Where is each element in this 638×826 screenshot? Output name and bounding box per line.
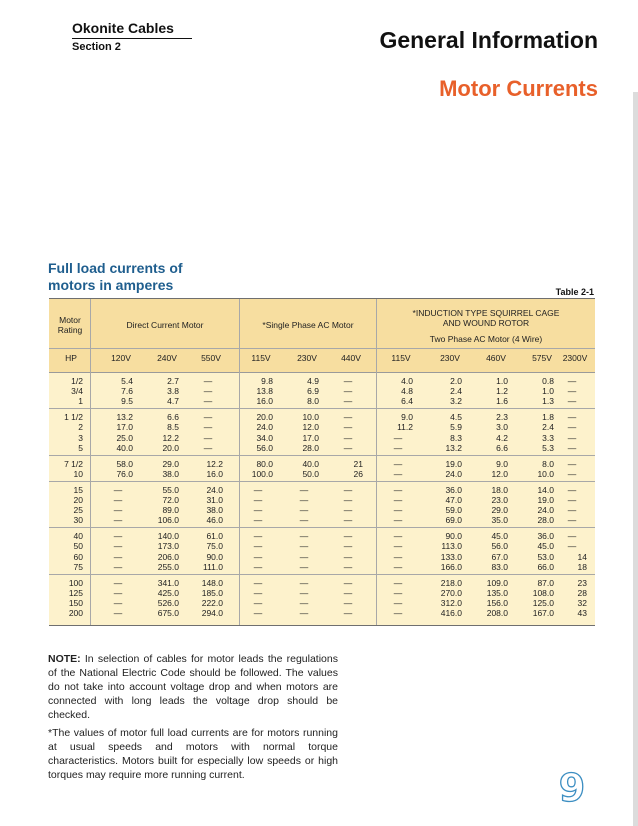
table-cell: — xyxy=(299,495,309,505)
table-cell: — xyxy=(299,561,309,572)
table-cell: 50.0 xyxy=(302,468,319,479)
group-divider xyxy=(49,455,595,456)
group-divider xyxy=(49,527,595,528)
table-cell: 28 xyxy=(577,587,587,598)
table-cell: 3.8 xyxy=(167,386,179,397)
table-cell: 43 xyxy=(577,608,587,618)
table-cell: — xyxy=(393,531,403,542)
table-cell: 89.0 xyxy=(162,505,179,516)
table-cell: — xyxy=(253,597,263,608)
table-cell: 56.0 xyxy=(256,442,273,453)
table-cell: — xyxy=(113,505,123,516)
table-cell: 1.0 xyxy=(496,376,508,386)
table-cell: 30 xyxy=(73,515,83,526)
table-cell: 675.0 xyxy=(157,608,179,618)
company-underline xyxy=(72,38,192,39)
table-cell: 87.0 xyxy=(537,577,554,588)
table-cell: — xyxy=(567,468,577,479)
table-cell: 3.0 xyxy=(496,422,508,433)
table-cell: 3.3 xyxy=(542,432,554,443)
table-cell: 185.0 xyxy=(201,587,223,598)
table-cell: 35.0 xyxy=(491,515,508,526)
table-cell: — xyxy=(253,505,263,516)
table-cell: 341.0 xyxy=(157,577,179,588)
table-cell: 416.0 xyxy=(440,608,462,618)
table-cell: — xyxy=(299,484,309,495)
table-cell: 46.0 xyxy=(206,515,223,526)
table-cell: — xyxy=(113,561,123,572)
table-cell: 50 xyxy=(73,541,83,552)
table-cell: 12.2 xyxy=(206,458,223,469)
table-cell: — xyxy=(343,442,353,453)
table-cell: — xyxy=(299,515,309,526)
table-cell: 72.0 xyxy=(162,495,179,505)
table-cell: 28.0 xyxy=(302,442,319,453)
table-cell: 208.0 xyxy=(486,608,508,618)
table-cell: 3/4 xyxy=(71,386,83,397)
table-cell: 2.7 xyxy=(167,376,179,386)
table-cell: — xyxy=(567,458,577,469)
table-cell: 7.6 xyxy=(121,386,133,397)
column-header: 230V xyxy=(440,353,460,363)
table-cell: — xyxy=(343,505,353,516)
table-cell: — xyxy=(343,577,353,588)
table-cell: — xyxy=(253,515,263,526)
table-cell: 1/2 xyxy=(71,376,83,386)
table-cell: — xyxy=(203,432,213,443)
table-cell: — xyxy=(567,386,577,397)
table-cell: 111.0 xyxy=(202,561,223,572)
table-cell: 8.0 xyxy=(307,396,319,407)
table-cell: 14.0 xyxy=(537,484,554,495)
note-block xyxy=(48,652,338,786)
table-cell: — xyxy=(253,608,263,618)
table-cell: 45.0 xyxy=(491,531,508,542)
table-cell: 100 xyxy=(68,577,83,588)
table-cell: 17.0 xyxy=(116,422,133,433)
table-cell: 24.0 xyxy=(537,505,554,516)
table-cell: — xyxy=(253,484,263,495)
table-cell: 270.0 xyxy=(440,587,462,598)
header-row-divider xyxy=(49,348,595,349)
table-cell: 2 xyxy=(78,422,83,433)
section-label: Section 2 xyxy=(72,41,121,53)
table-cell: — xyxy=(203,422,213,433)
column-header: 440V xyxy=(341,353,361,363)
table-cell: — xyxy=(343,432,353,443)
table-cell: — xyxy=(299,577,309,588)
table-cell: 19.0 xyxy=(445,458,462,469)
table-cell: 2.3 xyxy=(496,412,508,423)
table-cell: — xyxy=(203,386,213,397)
table-cell: — xyxy=(567,376,577,386)
table-cell: 526.0 xyxy=(157,597,179,608)
table-cell: — xyxy=(253,577,263,588)
page-subtitle: Motor Currents xyxy=(439,76,598,101)
table-cell: — xyxy=(393,458,403,469)
table-cell: 60 xyxy=(73,551,83,562)
table-cell: 5 xyxy=(78,442,83,453)
table-cell: 8.5 xyxy=(167,422,179,433)
table-cell: — xyxy=(113,608,123,618)
header-motor-rating: Motor Rating xyxy=(57,315,83,335)
table-cell: — xyxy=(343,386,353,397)
table-cell: 34.0 xyxy=(256,432,273,443)
table-cell: 1.6 xyxy=(496,396,508,407)
table-cell: 40.0 xyxy=(116,442,133,453)
table-cell: 200 xyxy=(68,608,83,618)
table-cell: 206.0 xyxy=(157,551,179,562)
footnote-paragraph: *The values of motor full load currents are for motors running at usual speeds and motors with normal torque characteristics. Motors built for especially low speeds or high torques may require more running current. xyxy=(48,727,338,781)
table-cell: 9.0 xyxy=(496,458,508,469)
table-cell: — xyxy=(299,587,309,598)
table-cell: — xyxy=(393,484,403,495)
table-cell: — xyxy=(299,531,309,542)
table-cell: — xyxy=(393,577,403,588)
table-cell: — xyxy=(253,531,263,542)
table-cell: 83.0 xyxy=(491,561,508,572)
table-cell: 36.0 xyxy=(537,531,554,542)
table-cell: — xyxy=(567,531,577,542)
table-cell: 12.2 xyxy=(162,432,179,443)
table-cell: 148.0 xyxy=(201,577,223,588)
table-cell: 166.0 xyxy=(440,561,462,572)
table-cell: 69.0 xyxy=(445,515,462,526)
table-cell: 13.2 xyxy=(116,412,133,423)
table-cell: — xyxy=(299,541,309,552)
table-cell: 4.7 xyxy=(167,396,179,407)
table-cell: 2.4 xyxy=(542,422,554,433)
table-cell: — xyxy=(393,495,403,505)
table-cell: — xyxy=(343,484,353,495)
table-cell: 23.0 xyxy=(491,495,508,505)
table-cell: — xyxy=(113,515,123,526)
table-cell: 3.2 xyxy=(450,396,462,407)
table-cell: 31.0 xyxy=(206,495,223,505)
table-cell: — xyxy=(253,541,263,552)
table-cell: 80.0 xyxy=(256,458,273,469)
table-cell: 24.0 xyxy=(256,422,273,433)
table-cell: 58.0 xyxy=(116,458,133,469)
table-cell: 9.0 xyxy=(401,412,413,423)
table-cell: 59.0 xyxy=(445,505,462,516)
table-cell: — xyxy=(343,587,353,598)
table-cell: 38.0 xyxy=(206,505,223,516)
table-cell: 66.0 xyxy=(537,561,554,572)
column-header: 2300V xyxy=(562,353,588,363)
table-cell: — xyxy=(343,531,353,542)
table-cell: 25.0 xyxy=(116,432,133,443)
table-cell: 125.0 xyxy=(532,597,554,608)
table-cell: — xyxy=(567,422,577,433)
column-header: 120V xyxy=(111,353,131,363)
column-header: 240V xyxy=(157,353,177,363)
table-cell: 8.0 xyxy=(542,458,554,469)
table-cell: 312.0 xyxy=(440,597,462,608)
table-cell: — xyxy=(253,587,263,598)
table-cell: — xyxy=(567,484,577,495)
table-cell: — xyxy=(567,495,577,505)
table-cell: 40.0 xyxy=(302,458,319,469)
table-cell: — xyxy=(343,422,353,433)
table-cell: — xyxy=(253,561,263,572)
table-cell: — xyxy=(113,495,123,505)
table-cell: — xyxy=(343,515,353,526)
table-cell: 76.0 xyxy=(116,468,133,479)
table-cell: 17.0 xyxy=(302,432,319,443)
table-cell: — xyxy=(253,495,263,505)
table-cell: 29.0 xyxy=(491,505,508,516)
table-cell: 67.0 xyxy=(491,551,508,562)
table-cell: 16.0 xyxy=(256,396,273,407)
table-cell: — xyxy=(113,587,123,598)
table-cell: 106.0 xyxy=(157,515,179,526)
table-cell: — xyxy=(343,597,353,608)
table-cell: — xyxy=(203,376,213,386)
table-cell: 20 xyxy=(73,495,83,505)
column-header: 230V xyxy=(297,353,317,363)
table-cell: 16.0 xyxy=(206,468,223,479)
table-cell: 425.0 xyxy=(157,587,179,598)
table-cell: 173.0 xyxy=(157,541,179,552)
page-edge-bar xyxy=(633,92,638,826)
table-cell: — xyxy=(567,442,577,453)
table-cell: 10.0 xyxy=(537,468,554,479)
table-cell: — xyxy=(343,541,353,552)
table-cell: 75.0 xyxy=(206,541,223,552)
table-cell: 18 xyxy=(577,561,587,572)
column-header: HP xyxy=(65,353,77,363)
table-cell: — xyxy=(299,505,309,516)
table-cell: — xyxy=(113,597,123,608)
table-cell: 167.0 xyxy=(532,608,554,618)
table-cell: — xyxy=(343,561,353,572)
table-cell: 1.0 xyxy=(542,386,554,397)
table-cell: — xyxy=(567,505,577,516)
table-cell: — xyxy=(567,396,577,407)
table-cell: 24.0 xyxy=(445,468,462,479)
table-cell: 218.0 xyxy=(440,577,462,588)
table-cell: 18.0 xyxy=(491,484,508,495)
table-cell: 2.0 xyxy=(450,376,462,386)
table-cell: 12.0 xyxy=(491,468,508,479)
table-cell: 75 xyxy=(73,561,83,572)
header-induction-type: *INDUCTION TYPE SQUIRREL CAGE AND WOUND ROTOR xyxy=(412,308,560,328)
table-cell: 13.2 xyxy=(445,442,462,453)
table-cell: 135.0 xyxy=(486,587,508,598)
table-cell: 4.0 xyxy=(401,376,413,386)
table-cell: 9.5 xyxy=(121,396,133,407)
table-cell: 32 xyxy=(577,597,587,608)
table-cell: 28.0 xyxy=(537,515,554,526)
motor-currents-table xyxy=(49,298,595,626)
table-cell: 6.4 xyxy=(401,396,413,407)
column-header: 575V xyxy=(532,353,552,363)
table-cell: 133.0 xyxy=(440,551,462,562)
table-cell: 1.2 xyxy=(496,386,508,397)
table-cell: — xyxy=(393,551,403,562)
table-cell: 61.0 xyxy=(206,531,223,542)
table-cell: 45.0 xyxy=(537,541,554,552)
note-label: NOTE: xyxy=(48,653,81,665)
table-title-line2: motors in amperes xyxy=(48,277,174,293)
table-cell: 20.0 xyxy=(162,442,179,453)
table-cell: — xyxy=(567,515,577,526)
table-cell: 6.6 xyxy=(167,412,179,423)
table-cell: 3 xyxy=(78,432,83,443)
table-cell: — xyxy=(113,531,123,542)
table-cell: 108.0 xyxy=(532,587,554,598)
note-paragraph xyxy=(48,652,338,722)
table-cell: 11.2 xyxy=(397,422,413,433)
table-cell: 90.0 xyxy=(206,551,223,562)
table-cell: 109.0 xyxy=(486,577,508,588)
table-cell: — xyxy=(393,468,403,479)
page-number: 9 xyxy=(558,766,586,810)
table-cell: — xyxy=(343,412,353,423)
table-cell: 14 xyxy=(577,551,587,562)
table-cell: — xyxy=(203,442,213,453)
table-cell: — xyxy=(113,577,123,588)
company-name: Okonite Cables xyxy=(72,20,174,36)
table-cell: 29.0 xyxy=(162,458,179,469)
group-divider xyxy=(49,574,595,575)
table-cell: — xyxy=(567,412,577,423)
table-cell: 19.0 xyxy=(537,495,554,505)
table-cell: — xyxy=(203,396,213,407)
table-cell: — xyxy=(343,396,353,407)
table-cell: 24.0 xyxy=(206,484,223,495)
table-cell: — xyxy=(343,608,353,618)
table-cell: — xyxy=(299,597,309,608)
table-cell: — xyxy=(393,432,403,443)
table-cell: — xyxy=(253,551,263,562)
table-cell: 6.6 xyxy=(496,442,508,453)
table-cell: 20.0 xyxy=(256,412,273,423)
table-cell: 26 xyxy=(353,468,363,479)
table-cell: 25 xyxy=(73,505,83,516)
table-number: Table 2-1 xyxy=(555,287,594,297)
table-cell: 222.0 xyxy=(201,597,223,608)
column-header: 115V xyxy=(391,353,411,363)
column-header: 550V xyxy=(201,353,221,363)
table-cell: 2.4 xyxy=(450,386,462,397)
table-cell: — xyxy=(343,376,353,386)
table-cell: 53.0 xyxy=(537,551,554,562)
table-cell: 38.0 xyxy=(162,468,179,479)
table-cell: 4.5 xyxy=(450,412,462,423)
table-title xyxy=(48,260,183,294)
table-cell: 21 xyxy=(353,458,363,469)
table-cell: — xyxy=(203,412,213,423)
table-cell: — xyxy=(393,608,403,618)
table-cell: 10.0 xyxy=(302,412,319,423)
table-cell: 6.9 xyxy=(307,386,319,397)
table-cell: — xyxy=(393,442,403,453)
table-cell: 9.8 xyxy=(261,376,273,386)
table-cell: — xyxy=(113,484,123,495)
header-single-phase: *Single Phase AC Motor xyxy=(262,320,354,330)
table-cell: 40 xyxy=(73,531,83,542)
table-cell: 113.0 xyxy=(441,541,462,552)
table-cell: 156.0 xyxy=(486,597,508,608)
table-cell: — xyxy=(393,561,403,572)
table-title-line1: Full load currents of xyxy=(48,260,183,276)
table-cell: — xyxy=(343,551,353,562)
header-two-phase: Two Phase AC Motor (4 Wire) xyxy=(429,334,543,344)
group-divider xyxy=(49,481,595,482)
column-header: 460V xyxy=(486,353,506,363)
table-cell: — xyxy=(393,515,403,526)
table-cell: 4.9 xyxy=(307,376,319,386)
table-cell: 294.0 xyxy=(201,608,223,618)
table-cell: 56.0 xyxy=(491,541,508,552)
table-cell: 4.8 xyxy=(401,386,413,397)
table-cell: 1 xyxy=(78,396,83,407)
table-cell: 8.3 xyxy=(450,432,462,443)
table-cell: — xyxy=(343,495,353,505)
table-cell: — xyxy=(299,608,309,618)
table-cell: 1 1/2 xyxy=(64,412,83,423)
table-cell: 15 xyxy=(73,484,83,495)
table-cell: 23 xyxy=(577,577,587,588)
table-cell: 12.0 xyxy=(302,422,319,433)
table-cell: 100.0 xyxy=(251,468,273,479)
table-cell: — xyxy=(393,597,403,608)
table-cell: — xyxy=(567,541,577,552)
table-cell: 140.0 xyxy=(157,531,179,542)
table-cell: 36.0 xyxy=(445,484,462,495)
table-cell: 125 xyxy=(68,587,83,598)
table-cell: 55.0 xyxy=(162,484,179,495)
table-cell: — xyxy=(393,505,403,516)
table-cell: 90.0 xyxy=(445,531,462,542)
table-cell: — xyxy=(567,432,577,443)
note-text: In selection of cables for motor leads the regulations of the National Electric Code should be followed. The values do not take into account voltage drop and when motors are connected with long leads the voltage drop should be checked. xyxy=(48,653,338,721)
table-cell: 1.8 xyxy=(542,412,554,423)
table-cell: 5.9 xyxy=(450,422,462,433)
header-direct-current: Direct Current Motor xyxy=(126,320,204,330)
table-cell: — xyxy=(393,587,403,598)
page-title: General Information xyxy=(379,27,598,53)
table-cell: 5.3 xyxy=(542,442,554,453)
table-cell: 5.4 xyxy=(121,376,133,386)
table-cell: 47.0 xyxy=(445,495,462,505)
table-cell: 0.8 xyxy=(542,376,554,386)
table-cell: 4.2 xyxy=(496,432,508,443)
table-cell: — xyxy=(113,541,123,552)
table-cell: 13.8 xyxy=(256,386,273,397)
table-cell: 255.0 xyxy=(157,561,179,572)
table-cell: 7 1/2 xyxy=(64,458,83,469)
table-cell: — xyxy=(393,541,403,552)
table-cell: 150 xyxy=(68,597,83,608)
table-cell: 1.3 xyxy=(542,396,554,407)
table-cell: 10 xyxy=(73,468,83,479)
table-cell: — xyxy=(113,551,123,562)
column-header: 115V xyxy=(251,353,271,363)
table-cell: — xyxy=(299,551,309,562)
group-divider xyxy=(49,408,595,409)
